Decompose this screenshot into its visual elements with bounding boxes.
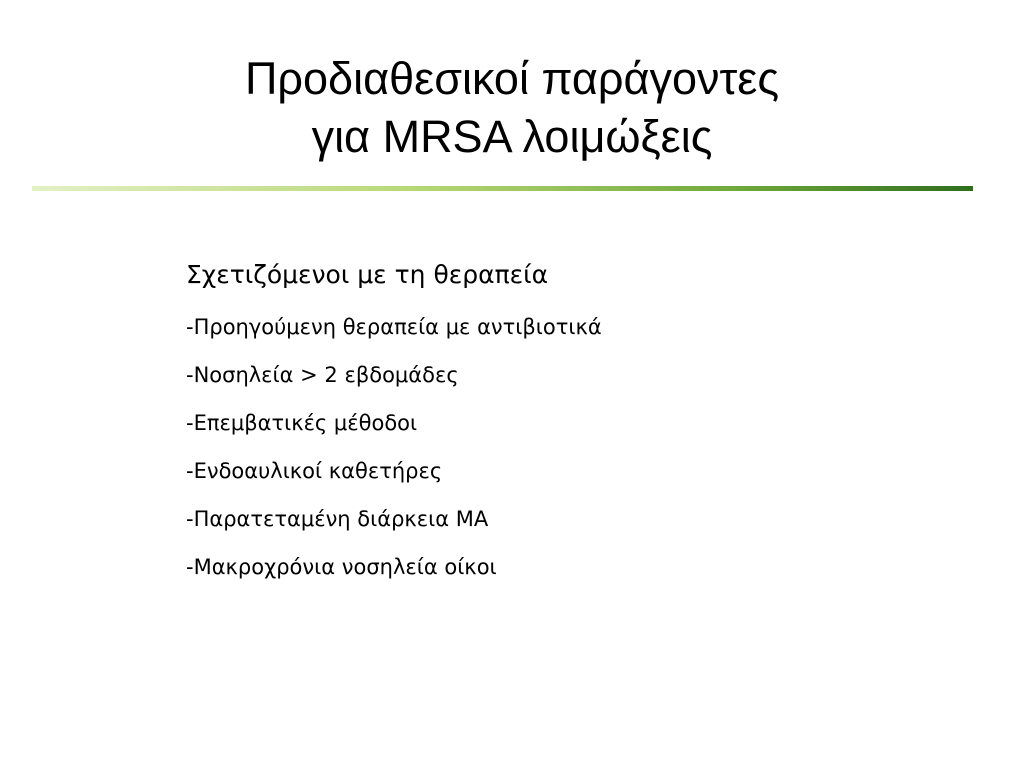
list-item: -Νοσηλεία > 2 εβδομάδες [186, 363, 459, 387]
list-item: -Μακροχρόνια νοσηλεία οίκοι [186, 555, 497, 579]
list-item: -Παρατεταμένη διάρκεια ΜΑ [186, 507, 489, 531]
title-line-1: Προδιαθεσικοί παράγοντες [244, 53, 780, 104]
list-item: -Ενδοαυλικοί καθετήρες [186, 459, 443, 483]
list-item: -Προηγούμενη θεραπεία με αντιβιοτικά [186, 315, 602, 339]
content-list [186, 255, 946, 591]
section-heading: Σχετιζόμενοι με τη θεραπεία [186, 260, 549, 289]
title-divider [32, 186, 973, 191]
slide-title [0, 50, 1024, 166]
list-item: -Επεμβατικές μέθοδοι [186, 411, 418, 435]
title-line-2: για MRSA λοιμώξεις [311, 111, 713, 162]
